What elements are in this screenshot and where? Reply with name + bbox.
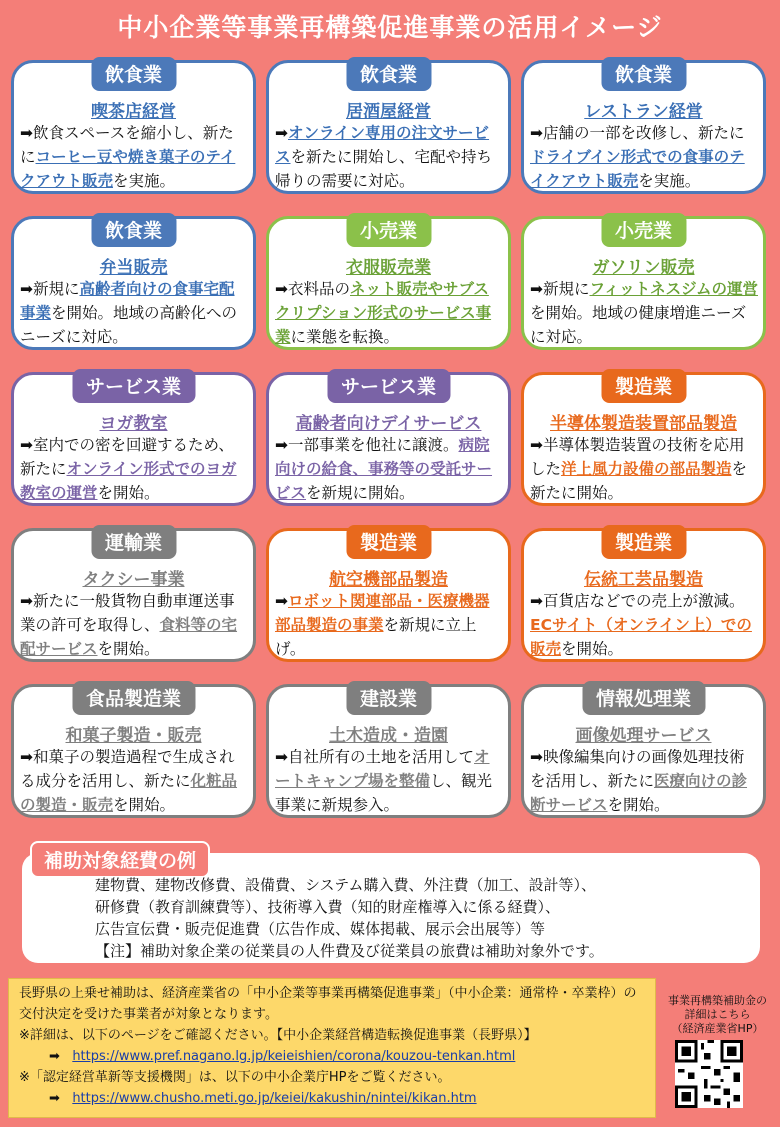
highlighted-text: ドライブイン形式での食事のテイクアウト販売 [530,148,745,190]
case-card [266,372,511,506]
qr-code-icon[interactable] [675,1040,743,1108]
expense-line: 広告宣伝費・販売促進費（広告作成、媒体掲載、展示会出展等）等 [95,920,546,938]
arrow-icon: ➡ [49,1049,60,1064]
case-description [530,277,759,349]
case-description [530,745,759,817]
description-text: ➡店舗の一部を改修し、新たに [530,124,745,142]
business-name: ヨガ教室 [99,414,168,434]
highlighted-text: 洋上風力設備の部品製造 [561,460,732,478]
industry-tag: 食品製造業 [72,681,195,715]
case-card [521,60,766,194]
expense-heading: 補助対象経費の例 [30,841,210,878]
industry-tag: 飲食業 [91,57,176,91]
highlighted-text: ネット販売やサブスクリプション形式のサービス事業 [275,280,492,346]
industry-tag: 飲食業 [346,57,431,91]
business-name: 喫茶店経営 [91,102,176,122]
industry-tag: 製造業 [601,525,686,559]
case-card [521,684,766,818]
description-text: ➡ [275,592,288,610]
expense-note: 【注】補助対象企業の従業員の人件費及び従業員の旅費は補助対象外です。 [95,942,604,960]
business-name: 伝統工芸品製造 [584,570,703,590]
case-card [266,216,511,350]
footer-link-row [19,1046,645,1067]
footer-line: 長野県の上乗せ補助は、経済産業省の「中小企業等事業再構築促進事業」（中小企業：通常枠・卒業枠）の交付決定を受けた事業者が対象となります。 [19,986,637,1022]
highlighted-text: 化粧品の製造・販売 [20,772,238,814]
description-text: ➡新規に [530,280,590,298]
case-card [266,60,511,194]
industry-tag: 小売業 [601,213,686,247]
description-text: ➡半導体製造装置の技術を応用した [530,436,745,478]
business-name: 居酒屋経営 [346,102,431,122]
business-name: 航空機部品製造 [329,570,448,590]
industry-tag: 運輸業 [91,525,176,559]
business-name: 半導体製造装置部品製造 [550,414,737,434]
case-description [530,589,759,661]
business-name: 画像処理サービス [575,726,712,746]
highlighted-text: コーヒー豆や焼き菓子のテイクアウト販売 [20,148,236,190]
case-description [275,121,504,193]
description-text: を開始。 [561,640,624,658]
footer-line: ※「認定経営革新等支援機関」は、以下の中小企業庁HPをご覧ください。 [19,1070,451,1085]
case-description [20,745,249,817]
case-description [20,121,249,193]
case-description [20,277,249,349]
case-card [521,216,766,350]
highlighted-text: 病院向けの給食、事務等の受託サービス [275,436,493,502]
description-text: を開始。 [607,796,670,814]
description-text: ➡衣料品の [275,280,350,298]
case-card [11,528,256,662]
case-description [530,121,759,193]
description-text: を新規に開始。 [306,484,415,502]
industry-tag: サービス業 [327,369,450,403]
case-description [20,589,249,661]
description-text: を実施。 [113,172,176,190]
description-text: を開始。地域の高齢化へのニーズに対応。 [20,304,238,346]
case-card [266,528,511,662]
description-text: ➡室内での密を回避するため、新たに [20,436,234,478]
case-card [11,684,256,818]
description-text: を開始。 [113,796,176,814]
case-description [275,589,504,661]
case-card [521,528,766,662]
business-name: レストラン経営 [584,102,703,122]
highlighted-text: 高齢者向けの食事宅配事業 [20,280,235,322]
footer-link-row [19,1088,645,1109]
qr-caption-line: （経済産業省HP） [671,1022,764,1035]
industry-tag: 建設業 [346,681,431,715]
description-text: ➡新たに一般貨物自動車運送事業の許可を取得し、 [20,592,235,634]
highlighted-text: オートキャンプ場を整備 [275,748,490,790]
footer-line: ※詳細は、以下のページをご確認ください。【中小企業経営構造転換促進事業（長野県）】 [19,1028,537,1043]
highlighted-text: フィットネスジムの運営 [589,280,758,298]
case-card [521,372,766,506]
highlighted-text: 医療向けの診断サービス [530,772,748,814]
business-name: タクシー事業 [82,570,185,590]
case-card [11,60,256,194]
description-text: を実施。 [638,172,701,190]
highlighted-text: ECサイト（オンライン上）での販売 [530,616,752,658]
case-card [11,372,256,506]
description-text: し、観光事業に新規参入。 [275,772,493,814]
business-name: 衣服販売業 [346,258,431,278]
case-description [530,433,759,505]
qr-caption-line: 事業再構築補助金の [668,994,767,1007]
case-description [275,277,504,349]
description-text: を新規に立上げ。 [275,616,477,658]
footer-info-box [8,978,656,1118]
chusho-link[interactable]: https://www.chusho.meti.go.jp/keiei/kakushin/nintei/kikan.htm [72,1091,477,1106]
industry-tag: 飲食業 [91,213,176,247]
page-title: 中小企業等事業再構築促進事業の活用イメージ [117,13,663,42]
industry-tag: 製造業 [346,525,431,559]
description-text: を新たに開始。 [530,460,748,502]
industry-tag: 情報処理業 [582,681,705,715]
business-name: 和菓子製造・販売 [65,726,202,746]
industry-tag: 飲食業 [601,57,686,91]
highlighted-text: オンライン専用の注文サービス [275,124,490,166]
description-text: を開始。地域の健康増進ニーズに対応。 [530,304,747,346]
case-description [275,433,504,505]
description-text: ➡ [275,124,288,142]
expense-list [95,874,745,962]
description-text: を開始。 [97,484,160,502]
business-name: 土木造成・造園 [329,726,448,746]
description-text: ➡百貨店などでの売上が激減。 [530,592,745,610]
highlighted-text: ロボット関連部品・医療機器部品製造の事業 [275,592,490,634]
business-name: ガソリン販売 [592,258,695,278]
arrow-icon: ➡ [49,1091,60,1106]
description-text: ➡飲食スペースを縮小し、新たに [20,124,234,166]
description-text: を開始。 [97,640,160,658]
case-description [20,433,249,505]
description-text: を新たに開始し、宅配や持ち帰りの需要に対応。 [275,148,493,190]
description-text: ➡映像編集向けの画像処理技術を活用し、新たに [530,748,745,790]
business-name: 弁当販売 [99,258,168,278]
qr-caption-line: 詳細はこちら [684,1008,751,1021]
nagano-link[interactable]: https://www.pref.nagano.lg.jp/keieishien/corona/kouzou-tenkan.html [72,1049,516,1064]
expense-line: 研修費（教育訓練費等）、技術導入費（知的財産権導入に係る経費）、 [95,898,561,916]
description-text: ➡一部事業を他社に譲渡。 [275,436,459,454]
industry-tag: 製造業 [601,369,686,403]
description-text: に業態を転換。 [290,328,400,346]
description-text: ➡自社所有の土地を活用して [275,748,474,766]
description-text: ➡新規に [20,280,80,298]
case-card [266,684,511,818]
case-description [275,745,504,817]
case-card [11,216,256,350]
highlighted-text: オンライン形式でのヨガ教室の運営 [20,460,237,502]
industry-tag: 小売業 [346,213,431,247]
qr-caption [660,994,775,1036]
expense-line: 建物費、建物改修費、設備費、システム購入費、外注費（加工、設計等）、 [95,876,597,894]
description-text: ➡和菓子の製造過程で生成される成分を活用し、新たに [20,748,235,790]
highlighted-text: 食料等の宅配サービス [20,616,238,658]
business-name: 高齢者向けデイサービス [295,414,482,434]
industry-tag: サービス業 [72,369,195,403]
